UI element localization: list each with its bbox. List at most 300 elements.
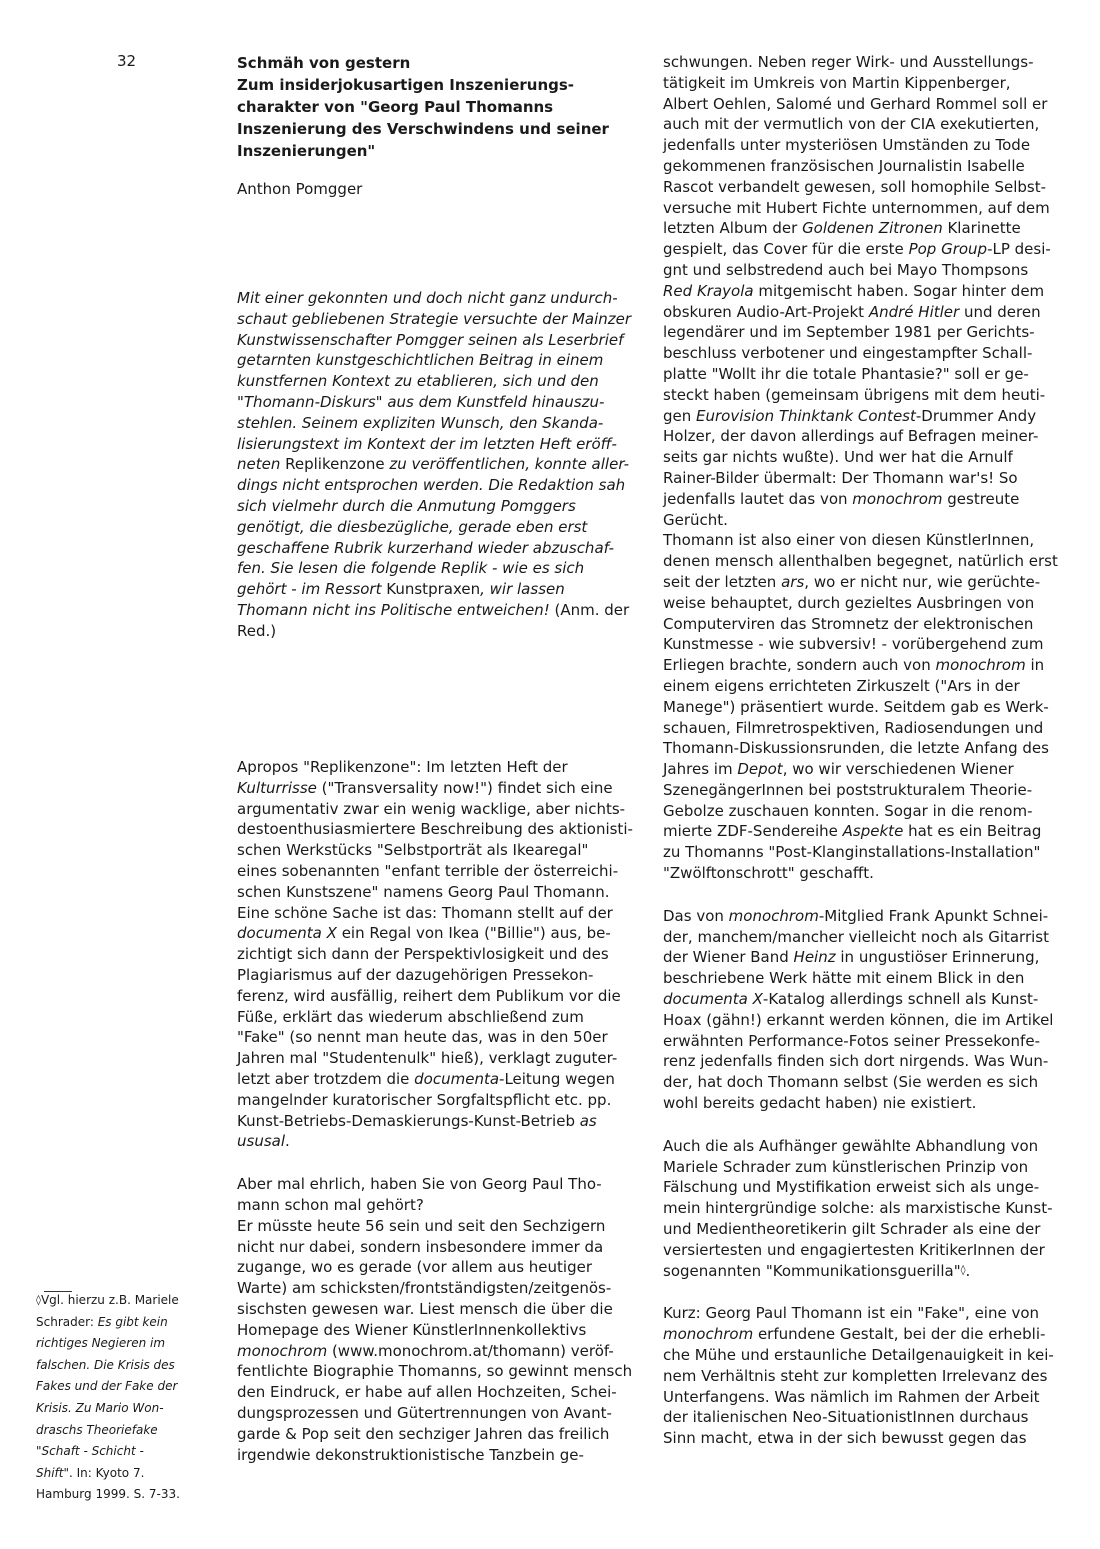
text-line xyxy=(663,94,1059,115)
text-line xyxy=(663,1157,1059,1178)
text-segment: -LP desi- xyxy=(987,240,1051,259)
text-segment: Plagiarismus auf der dazugehörigen Pressekon- xyxy=(237,965,594,984)
text-line xyxy=(237,517,649,538)
text-line xyxy=(663,738,1059,759)
text-segment: seits gar nichts wußte). Und wer hat die Arnulf xyxy=(663,448,1013,467)
text-line xyxy=(663,198,1059,219)
text-segment: genötigt, die diesbezügliche, gerade eben erst xyxy=(237,517,588,536)
text-segment: versiertesten und engagiertesten KritikerInnen der xyxy=(663,1240,1045,1259)
text-segment: monochrom xyxy=(728,906,819,925)
text-segment: schen Kunstszene" namens Georg Paul Thomann. xyxy=(237,882,610,901)
text-line xyxy=(237,778,649,799)
text-segment: ("Transversality now!") findet sich eine xyxy=(316,778,613,797)
text-segment: einem eigens errichteten Zirkuszelt ("Ars in der xyxy=(663,676,1020,695)
text-segment: nicht nur dabei, sondern insbesondere immer da xyxy=(237,1237,604,1256)
text-line xyxy=(663,322,1059,343)
text-line xyxy=(36,1484,206,1506)
text-segment: Replikenzone xyxy=(285,455,390,474)
text-segment: Thomann ist also einer von diesen KünstlerInnen, xyxy=(663,531,1035,550)
text-line xyxy=(237,1278,649,1299)
text-line xyxy=(237,1445,649,1466)
text-segment: falschen. Die Krisis des xyxy=(36,1357,175,1372)
text-line xyxy=(237,496,649,517)
text-line xyxy=(237,1111,649,1132)
text-segment: lisierungstext im Kontext der im letzten Heft eröff- xyxy=(237,434,617,453)
text-line xyxy=(663,426,1059,447)
text-segment: Unterfangens. Was nämlich im Rahmen der Arbeit xyxy=(663,1387,1040,1406)
text-segment: , wo er nicht nur, wie gerüchte- xyxy=(804,572,1041,591)
text-line xyxy=(36,1398,206,1420)
text-segment: richtiges Negieren im xyxy=(36,1336,166,1351)
text-line xyxy=(663,801,1059,822)
text-segment: mangelnder kuratorischer Sorgfaltspflicht etc. pp. xyxy=(237,1090,612,1109)
text-segment: Fälschung und Mystifikation erweist sich als unge- xyxy=(663,1178,1040,1197)
text-segment: argumentativ zwar ein wenig wacklige, aber nichts- xyxy=(237,799,626,818)
text-segment: Füße, erklärt das wiederum abschließend zum xyxy=(237,1007,584,1026)
text-line xyxy=(663,947,1059,968)
text-segment: mein hintergründige solche: als marxistische Kunst- xyxy=(663,1199,1053,1218)
text-segment: Sinn macht, etwa in der sich bewusst gegen das xyxy=(663,1429,1027,1448)
text-segment: documenta xyxy=(414,1069,500,1088)
text-line xyxy=(36,1463,206,1485)
text-segment: Klarinette xyxy=(942,219,1021,238)
text-line xyxy=(663,1240,1059,1261)
text-segment: Goldenen Zitronen xyxy=(802,219,943,238)
text-segment: Rascot verbandelt gewesen, soll homophile Selbst- xyxy=(663,177,1047,196)
text-line xyxy=(36,1312,206,1334)
text-line xyxy=(663,73,1059,94)
text-segment: Pop Group xyxy=(908,240,988,259)
text-line xyxy=(663,364,1059,385)
text-segment: denen mensch allenthalben begegnet, natürlich erst xyxy=(663,552,1058,571)
article-title-line: Schmäh von gestern xyxy=(237,54,411,72)
text-segment: SzenegängerInnen bei poststrukturalem Theorie- xyxy=(663,780,1033,799)
text-segment: ein Regal von Ikea ("Billie") aus, be- xyxy=(336,924,611,943)
text-segment: Erliegen brachte, sondern auch von xyxy=(663,656,936,675)
text-line xyxy=(237,350,649,371)
text-segment: weise behauptet, durch gezieltes Ausbringen von xyxy=(663,593,1035,612)
text-line xyxy=(663,239,1059,260)
text-segment: garde & Pop seit den sechziger Jahren das freilich xyxy=(237,1424,610,1443)
text-segment: kunstfernen Kontext zu etablieren, sich und den xyxy=(237,372,599,391)
text-segment: gnt und selbstredend auch bei Mayo Thompsons xyxy=(663,260,1029,279)
text-line xyxy=(36,1290,206,1312)
text-segment: Er müsste heute 56 sein und seit den Sechzigern xyxy=(237,1216,606,1235)
article-subtitle-line: Inszenierung des Verschwindens und seiner xyxy=(237,120,609,138)
text-segment: wohl bereits gedacht haben) nie existiert. xyxy=(663,1094,977,1113)
text-line xyxy=(237,558,649,579)
text-line xyxy=(663,1031,1059,1052)
text-segment: Kunstpraxen xyxy=(386,580,481,599)
text-line xyxy=(663,1093,1059,1114)
text-line xyxy=(237,1299,649,1320)
text-segment: dungsprozessen und Gütertrennungen von Avant- xyxy=(237,1403,612,1422)
paragraph-gap xyxy=(237,1152,649,1174)
text-line xyxy=(237,1403,649,1424)
text-line xyxy=(237,757,649,778)
text-segment: Albert Oehlen, Salomé und Gerhard Rommel soll er xyxy=(663,94,1048,113)
text-line xyxy=(237,819,649,840)
text-segment: in xyxy=(1025,656,1045,675)
text-segment: irgendwie dekonstruktionistische Tanzbein ge- xyxy=(237,1445,584,1464)
text-line xyxy=(237,1131,649,1152)
text-line xyxy=(237,903,649,924)
text-segment: , wo wir verschiedenen Wiener xyxy=(782,760,1014,779)
text-segment: . In: Kyoto 7. xyxy=(69,1465,145,1480)
text-segment: nem Verhältnis steht zur kompletten Irrelevanz des xyxy=(663,1366,1048,1385)
text-segment: "Schaft - Schicht - xyxy=(36,1444,144,1459)
text-segment: . xyxy=(965,1261,971,1280)
text-segment: Gerücht. xyxy=(663,510,728,529)
text-segment: monochrom xyxy=(237,1341,328,1360)
text-line xyxy=(663,218,1059,239)
text-segment: Red.) xyxy=(237,621,277,640)
text-line xyxy=(663,1303,1059,1324)
text-segment: letzten Album der xyxy=(663,219,803,238)
text-segment: in ungustiöser Erinnerung, xyxy=(835,948,1040,967)
text-segment: documenta X xyxy=(237,924,337,943)
text-segment: der, hat doch Thomann selbst (Sie werden es sich xyxy=(663,1073,1039,1092)
text-line xyxy=(237,965,649,986)
text-line xyxy=(663,1136,1059,1157)
text-segment: André Hitler xyxy=(868,302,960,321)
text-line xyxy=(36,1441,206,1463)
text-segment: "Thomann-Diskurs" aus dem Kunstfeld hinauszu- xyxy=(237,392,605,411)
text-line xyxy=(663,780,1059,801)
text-segment: versuche mit Hubert Fichte unternommen, auf dem xyxy=(663,198,1050,217)
text-line xyxy=(663,1407,1059,1428)
text-line xyxy=(663,468,1059,489)
text-segment: monochrom xyxy=(935,656,1026,675)
text-line xyxy=(663,676,1059,697)
text-segment: che Mühe und erstaunliche Detailgenauigkeit in kei- xyxy=(663,1346,1054,1365)
text-line xyxy=(663,718,1059,739)
text-segment: documenta X xyxy=(663,990,763,1009)
right-column-body xyxy=(663,52,1059,1449)
text-segment: Manege") präsentiert wurde. Seitdem gab es Werk- xyxy=(663,697,1049,716)
text-segment: monochrom xyxy=(663,1325,754,1344)
text-segment: Depot xyxy=(737,760,783,779)
text-segment: Es gibt kein xyxy=(97,1314,168,1329)
text-segment: Mit einer gekonnten und doch nicht ganz undurch- xyxy=(237,289,618,307)
text-segment: schauen, Filmretrospektiven, Radiosendungen und xyxy=(663,718,1044,737)
text-line xyxy=(237,882,649,903)
text-line xyxy=(663,1345,1059,1366)
page-number: 32 xyxy=(117,52,137,70)
text-line xyxy=(663,655,1059,676)
text-segment: . xyxy=(285,1132,290,1151)
text-segment: schen Werkstücks "Selbstporträt als Ikearegal" xyxy=(237,841,589,860)
text-segment: gehört - im Ressort xyxy=(237,580,387,599)
text-segment: Jahres im xyxy=(663,760,738,779)
text-line xyxy=(663,385,1059,406)
text-segment: tätigkeit im Umkreis von Martin Kippenberger, xyxy=(663,73,1011,92)
text-segment: Thomann-Diskussionsrunden, die letzte Anfang des xyxy=(663,739,1049,758)
text-line xyxy=(237,986,649,1007)
editorial-intro xyxy=(237,288,649,642)
text-line xyxy=(663,510,1059,531)
text-segment: hat es ein Beitrag xyxy=(903,822,1042,841)
text-line xyxy=(36,1333,206,1355)
footnote-marker: ◊ xyxy=(36,1295,41,1306)
article-subtitle-line: Zum insiderjokusartigen Inszenierungs- xyxy=(237,76,575,94)
text-segment: Das von xyxy=(663,906,729,925)
text-segment: auch mit der vermutlich von der CIA exekutierten, xyxy=(663,115,1040,134)
text-line xyxy=(237,538,649,559)
text-segment: gen xyxy=(663,406,697,425)
text-segment: steckt haben (gemeinsam übrigens mit dem heuti- xyxy=(663,385,1046,404)
text-segment: Computerviren das Stromnetz der elektronischen xyxy=(663,614,1034,633)
text-segment: gekommenen französischen Journalistin Isabelle xyxy=(663,156,1025,175)
text-line xyxy=(663,135,1059,156)
text-line xyxy=(663,593,1059,614)
text-line xyxy=(237,309,649,330)
text-line xyxy=(237,1174,649,1195)
text-line xyxy=(237,1195,649,1216)
text-segment: den Eindruck, er habe auf allen Hochzeiten, Schei- xyxy=(237,1383,617,1402)
text-line xyxy=(237,579,649,600)
text-segment: Kulturrisse xyxy=(237,778,317,797)
text-segment: und deren xyxy=(959,302,1041,321)
text-line xyxy=(237,1382,649,1403)
text-segment: Hamburg 1999. S. 7-33. xyxy=(36,1487,180,1502)
text-segment: seit der letzten xyxy=(663,572,782,591)
text-segment: Rainer-Bilder übermalt: Der Thomann war's! So xyxy=(663,468,1018,487)
article-subtitle-line: charakter von "Georg Paul Thomanns xyxy=(237,98,554,116)
text-line xyxy=(237,1090,649,1111)
text-segment: und Medientheoretikerin gilt Schrader als eine der xyxy=(663,1220,1041,1239)
text-segment: Hoax (gähn!) erkannt werden können, die im Artikel xyxy=(663,1010,1054,1029)
text-segment: Warte) am schicksten/frontständigsten/zeitgenös- xyxy=(237,1279,612,1298)
text-segment: Eurovision Thinktank Contest xyxy=(696,406,916,425)
text-line xyxy=(237,861,649,882)
text-line xyxy=(663,489,1059,510)
text-line xyxy=(237,600,649,621)
text-segment: jedenfalls lautet das von xyxy=(663,489,853,508)
text-segment: Aber mal ehrlich, haben Sie von Georg Paul Tho- xyxy=(237,1175,602,1194)
text-line xyxy=(663,281,1059,302)
text-segment: draschs Theoriefake xyxy=(36,1422,158,1437)
text-line xyxy=(237,1237,649,1258)
text-segment: "Zwölftonschrott" geschafft. xyxy=(663,864,874,883)
text-line xyxy=(663,1177,1059,1198)
text-line xyxy=(237,944,649,965)
text-line xyxy=(36,1355,206,1377)
text-line xyxy=(663,821,1059,842)
text-segment: Schrader: xyxy=(36,1314,98,1329)
text-segment: Red Krayola xyxy=(663,281,754,300)
text-segment: Shift" xyxy=(36,1465,70,1480)
text-line xyxy=(663,114,1059,135)
text-segment: der, manchem/mancher vielleicht noch als Gitarrist xyxy=(663,927,1049,946)
text-segment: Kunst-Betriebs-Demaskierungs-Kunst-Betrieb xyxy=(237,1111,580,1130)
text-line xyxy=(237,1320,649,1341)
text-segment: mann schon mal gehört? xyxy=(237,1195,424,1214)
text-segment: Kunstmesse - wie subversiv! - vorübergehend zum xyxy=(663,635,1044,654)
text-segment: neten xyxy=(237,455,286,474)
text-line xyxy=(663,406,1059,427)
text-segment: geschaffene Rubrik kurzerhand wieder abzuschaf- xyxy=(237,538,615,557)
text-segment: Kunstwissenschafter Pomgger seinen als Leserbrief xyxy=(237,330,624,349)
text-line xyxy=(663,989,1059,1010)
text-line xyxy=(237,1069,649,1090)
text-segment: beschluss verbotener und eingestampfter Schall- xyxy=(663,344,1033,363)
text-line xyxy=(663,551,1059,572)
text-line xyxy=(237,923,649,944)
text-segment: jedenfalls unter mysteriösen Umständen zu Tode xyxy=(663,136,1031,155)
text-segment: renz jedenfalls finden sich dort nirgends. Was Wun- xyxy=(663,1052,1049,1071)
text-line xyxy=(663,634,1059,655)
author-name: Anthon Pomgger xyxy=(237,180,363,198)
text-line xyxy=(237,454,649,475)
text-segment: "Fake" (so nennt man heute das, was in den 50er xyxy=(237,1028,608,1047)
text-line xyxy=(663,302,1059,323)
text-segment: ususal xyxy=(237,1132,286,1151)
text-segment: erfundene Gestalt, bei der die erhebli- xyxy=(753,1325,1046,1344)
text-segment: letzt aber trotzdem die xyxy=(237,1069,415,1088)
text-line xyxy=(663,1198,1059,1219)
text-line xyxy=(36,1376,206,1398)
text-segment: obskuren Audio-Art-Projekt xyxy=(663,302,869,321)
text-segment: ars xyxy=(781,572,805,591)
text-segment: Heinz xyxy=(793,948,836,967)
text-line xyxy=(663,1051,1059,1072)
text-line xyxy=(237,1216,649,1237)
text-segment: der italienischen Neo-SituationistInnen durchaus xyxy=(663,1408,1029,1427)
footnote-marker: ◊ xyxy=(960,1264,966,1276)
text-segment: zu Thomanns "Post-Klanginstallations-Installation" xyxy=(663,843,1041,862)
text-segment: Krisis. Zu Mario Won- xyxy=(36,1400,164,1415)
text-line xyxy=(237,840,649,861)
text-line xyxy=(663,1072,1059,1093)
text-line xyxy=(663,572,1059,593)
text-line xyxy=(237,1361,649,1382)
text-line xyxy=(663,530,1059,551)
text-line xyxy=(663,697,1059,718)
text-segment: -Drummer Andy xyxy=(915,406,1037,425)
text-line xyxy=(663,1010,1059,1031)
text-segment: Homepage des Wiener KünstlerInnenkollektivs xyxy=(237,1320,587,1339)
text-segment: mitgemischt haben. Sogar hinter dem xyxy=(753,281,1045,300)
text-line xyxy=(663,177,1059,198)
text-line xyxy=(663,906,1059,927)
text-line xyxy=(663,52,1059,73)
text-segment: Mariele Schrader zum künstlerischen Prinzip von xyxy=(663,1157,1029,1176)
text-line xyxy=(237,392,649,413)
text-line xyxy=(36,1420,206,1442)
text-segment: Thomann nicht ins Politische entweichen! xyxy=(237,600,555,619)
text-segment: -Leitung wegen xyxy=(499,1069,615,1088)
text-segment: Holzer, der davon allerdings auf Befragen meiner- xyxy=(663,427,1039,446)
text-segment: as xyxy=(579,1111,597,1130)
text-line xyxy=(663,1219,1059,1240)
paragraph-gap xyxy=(663,1281,1059,1303)
text-segment: zu veröffentlichen, konnte aller- xyxy=(389,455,630,474)
text-line xyxy=(663,343,1059,364)
text-segment: monochrom xyxy=(852,489,943,508)
footnote xyxy=(36,1290,206,1506)
text-segment: schwungen. Neben reger Wirk- und Ausstellungs- xyxy=(663,53,1034,71)
paragraph-gap xyxy=(663,884,1059,906)
text-segment: mierte ZDF-Sendereihe xyxy=(663,822,843,841)
text-line xyxy=(663,1387,1059,1408)
text-segment: zichtigt sich dann der Perspektivlosigkeit und des xyxy=(237,945,609,964)
text-line xyxy=(237,621,649,642)
text-line xyxy=(663,927,1059,948)
text-segment: beschriebene Werk hätte mit einem Blick in den xyxy=(663,969,1025,988)
text-segment: eines sobenannten "enfant terrible der österreichi- xyxy=(237,861,619,880)
text-line xyxy=(237,413,649,434)
text-line xyxy=(237,434,649,455)
text-line xyxy=(663,447,1059,468)
text-line xyxy=(663,842,1059,863)
left-column-body xyxy=(237,757,649,1465)
text-segment: sich vielmehr durch die Anmutung Pomggers xyxy=(237,496,576,515)
text-line xyxy=(237,1007,649,1028)
text-line xyxy=(237,1027,649,1048)
text-segment: , wir lassen xyxy=(480,580,565,599)
text-segment: getarnten kunstgeschichtlichen Beitrag in einem xyxy=(237,351,604,370)
text-segment: Vgl. hierzu z.B. Mariele xyxy=(40,1293,179,1307)
text-segment: gespielt, das Cover für die erste xyxy=(663,240,909,259)
text-line xyxy=(663,1428,1059,1449)
text-segment: Jahren mal "Studentenulk" hieß), verklagt zuguter- xyxy=(237,1049,618,1068)
text-segment: -Mitglied Frank Apunkt Schnei- xyxy=(818,906,1049,925)
text-segment: ferenz, wird ausfällig, reihert dem Publikum vor die xyxy=(237,986,621,1005)
text-segment: Aspekte xyxy=(842,822,904,841)
text-line xyxy=(237,1048,649,1069)
text-line xyxy=(237,288,649,309)
text-line xyxy=(237,475,649,496)
text-segment: -Katalog allerdings schnell als Kunst- xyxy=(762,990,1039,1009)
text-segment: fentlichte Biographie Thomanns, so gewinnt mensch xyxy=(237,1362,633,1381)
text-segment: Kurz: Georg Paul Thomann ist ein "Fake", eine von xyxy=(663,1304,1040,1323)
article-header xyxy=(237,52,637,162)
paragraph-gap xyxy=(663,1114,1059,1136)
text-segment: Apropos "Replikenzone": Im letzten Heft der xyxy=(237,758,568,776)
text-segment: Eine schöne Sache ist das: Thomann stellt auf der xyxy=(237,903,613,922)
text-line xyxy=(237,1257,649,1278)
text-segment: Auch die als Aufhänger gewählte Abhandlung von xyxy=(663,1136,1039,1155)
text-line xyxy=(237,330,649,351)
text-segment: gestreute xyxy=(942,489,1020,508)
text-segment: schaut gebliebenen Strategie versuchte der Mainzer xyxy=(237,309,632,328)
text-segment: legendärer und im September 1981 per Gerichts- xyxy=(663,323,1035,342)
article-subtitle-line: Inszenierungen" xyxy=(237,142,376,160)
text-segment: (www.monochrom.at/thomann) veröf- xyxy=(327,1341,614,1360)
text-segment: Gebolze zuschauen konnten. Sogar in die renom- xyxy=(663,801,1033,820)
text-segment: fen. Sie lesen die folgende Replik - wie es sich xyxy=(237,559,585,578)
text-line xyxy=(663,1261,1059,1282)
text-line xyxy=(663,614,1059,635)
text-line xyxy=(237,799,649,820)
text-segment: sischsten gewesen war. Liest mensch die über die xyxy=(237,1299,613,1318)
text-segment: destoenthusiasmiertere Beschreibung des aktionisti- xyxy=(237,820,633,839)
text-line xyxy=(663,863,1059,884)
text-line xyxy=(663,260,1059,281)
text-segment: sogenannten "Kommunikationsguerilla" xyxy=(663,1261,961,1280)
text-line xyxy=(663,968,1059,989)
text-line xyxy=(663,1366,1059,1387)
text-line xyxy=(663,156,1059,177)
text-segment: platte "Wollt ihr die totale Phantasie?" soll er ge- xyxy=(663,364,1029,383)
text-segment: Fakes und der Fake der xyxy=(36,1379,178,1394)
text-line xyxy=(663,1324,1059,1345)
text-line xyxy=(663,759,1059,780)
text-segment: zugange, wo es gerade (vor allem aus heutiger xyxy=(237,1258,593,1277)
text-line xyxy=(237,371,649,392)
text-line xyxy=(237,1341,649,1362)
